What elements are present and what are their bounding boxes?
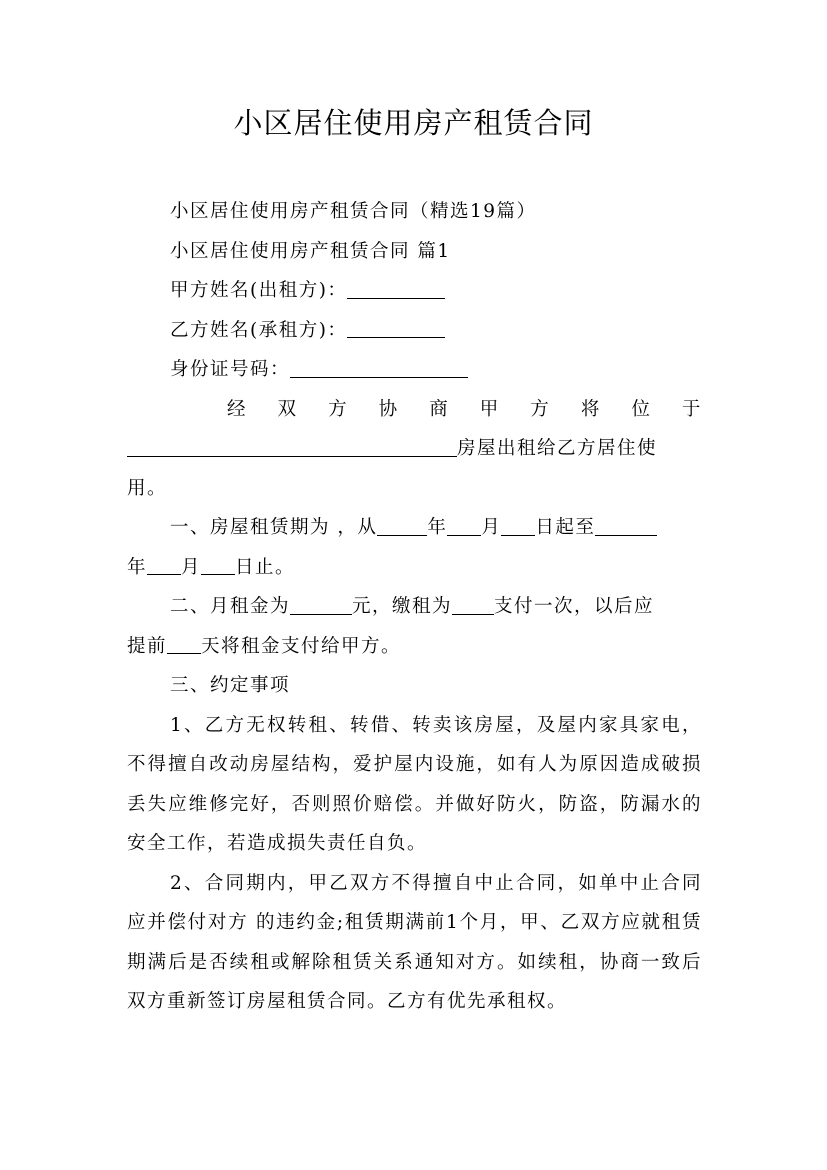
start-day-blank[interactable]: [501, 515, 535, 535]
party-b-label: 乙方姓名(承租方)：: [170, 319, 348, 341]
start-month-blank[interactable]: [447, 515, 481, 535]
intro-char: 协: [378, 398, 399, 420]
document-subtitle: 小区居住使用房产租赁合同（精选19篇）: [170, 201, 537, 222]
intro-line-3: 用。: [127, 477, 168, 499]
party-b-line: [127, 311, 702, 351]
id-number-label: 身份证号码：: [170, 359, 291, 380]
clause2-yuan: 元，缴租为: [352, 596, 453, 617]
clause1-prefix: 一、房屋租赁期为 ，从: [170, 517, 378, 538]
clause1-year: 年: [427, 517, 448, 538]
clause1-end-day: 日止。: [235, 556, 296, 578]
end-year-blank[interactable]: [595, 515, 657, 535]
house-location-blank[interactable]: [127, 436, 457, 456]
clause1-end-year: 年: [127, 556, 148, 578]
clause1-month: 月: [481, 517, 502, 538]
party-a-blank[interactable]: [347, 278, 445, 298]
clause1-day-start: 日起至: [535, 517, 596, 538]
clause2-prefix: 二、月租金为: [170, 596, 291, 617]
intro-char: 位: [631, 398, 652, 420]
payment-period-blank[interactable]: [452, 594, 494, 614]
clause2-days: 天将租金支付给甲方。: [201, 635, 402, 657]
clause2-line-1: [127, 587, 702, 627]
end-day-blank[interactable]: [201, 555, 235, 575]
intro-char: 甲: [479, 398, 500, 420]
clause1-end-month: 月: [181, 556, 202, 578]
intro-char: 经: [227, 398, 248, 420]
clause1-line-2: [127, 548, 702, 588]
document-body: [127, 192, 702, 1022]
end-month-blank[interactable]: [147, 555, 181, 575]
party-b-blank[interactable]: [347, 318, 445, 338]
clause3-item-1: 1、乙方无权转租、转借、转卖该房屋，及屋内家具家电，不得擅自改动房屋结构，爱护屋内设施，如有人为原因造成破损丢失应维修完好，否则照价赔偿。并做好防火，防盗，防漏水的安全工作，若造成损失责任自负。: [127, 714, 702, 854]
document-title: 小区居住使用房产租赁合同: [233, 106, 594, 140]
clause3-heading: 三、约定事项: [170, 675, 291, 696]
rent-amount-blank[interactable]: [290, 594, 352, 614]
party-a-line: [127, 271, 702, 311]
intro-char: 方: [328, 398, 349, 420]
intro-line-2: [127, 429, 702, 469]
intro-line-1: [127, 390, 702, 430]
intro-char: 于: [681, 398, 702, 420]
party-a-label: 甲方姓名(出租方)：: [170, 280, 348, 301]
clause2-pay-once: 支付一次，以后应: [494, 596, 655, 617]
intro-char: 商: [429, 398, 450, 420]
intro-char: 将: [580, 398, 601, 420]
clause1-line-1: [127, 508, 702, 548]
clause2-line-2: [127, 627, 702, 667]
clause3-item-2: 2、合同期内，甲乙双方不得擅自中止合同，如单中止合同应并偿付对方 的违约金;租赁期满前1个月，甲、乙双方应就租赁期满后是否续租或解除租赁关系通知对方。如续租，协商一致后双方重新签订房屋租赁合同。乙方有优先承租权。: [127, 872, 702, 1012]
intro-tail: 房屋出租给乙方居住使: [457, 438, 658, 459]
section-heading: 小区居住使用房产租赁合同 篇1: [170, 240, 451, 262]
id-number-line: [127, 350, 702, 390]
intro-char: 双: [277, 398, 298, 420]
clause2-advance: 提前: [127, 635, 168, 657]
intro-char: 方: [530, 398, 551, 420]
id-number-blank[interactable]: [290, 357, 468, 377]
start-year-blank[interactable]: [377, 515, 427, 535]
advance-days-blank[interactable]: [167, 634, 201, 654]
